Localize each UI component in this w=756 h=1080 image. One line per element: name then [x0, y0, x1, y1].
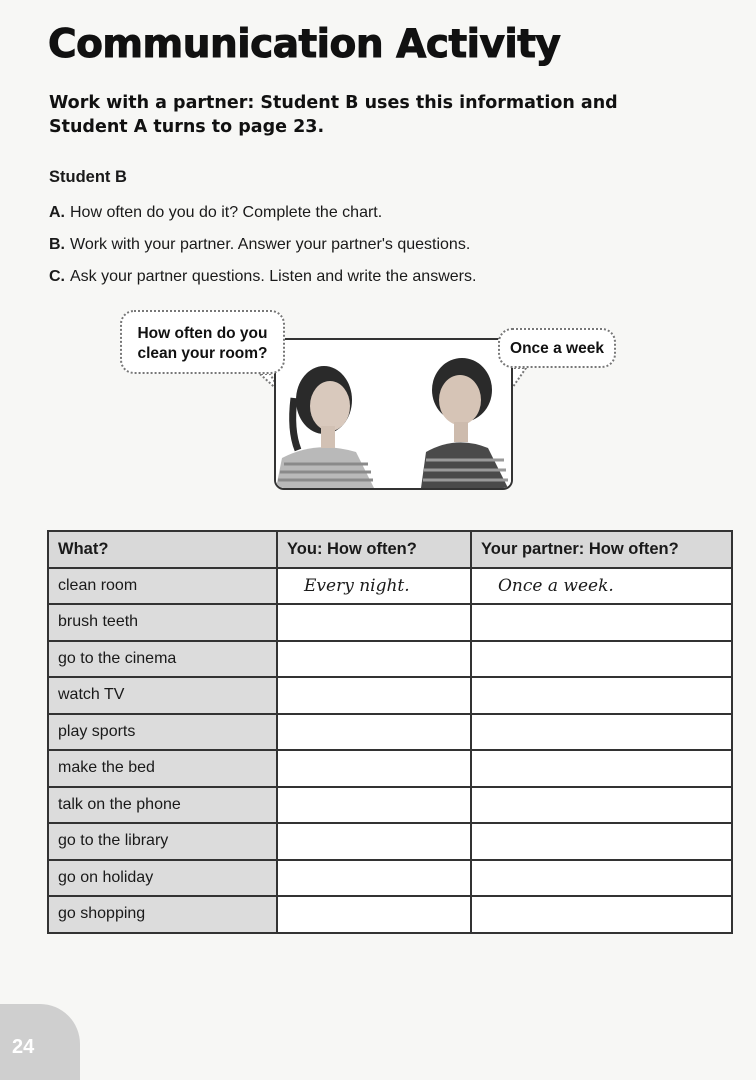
step-text: Work with your partner. Answer your partner's questions.	[70, 236, 471, 253]
page-title: Communication Activity	[48, 22, 561, 67]
partner-answer-cell[interactable]	[471, 641, 732, 678]
you-answer-cell[interactable]	[277, 641, 471, 678]
partner-answer-cell[interactable]: Once a week.	[471, 568, 732, 605]
table-row	[48, 714, 732, 751]
activity-cell: clean room	[48, 568, 277, 605]
activity-cell: make the bed	[48, 750, 277, 787]
dialogue-illustration	[110, 302, 630, 492]
you-answer-cell[interactable]	[277, 604, 471, 641]
you-answer-cell[interactable]	[277, 677, 471, 714]
page-number: 24	[12, 1036, 35, 1058]
you-answer-cell[interactable]	[277, 896, 471, 933]
you-answer-cell[interactable]	[277, 714, 471, 751]
table-row	[48, 641, 732, 678]
section-label: Student B	[49, 168, 127, 186]
table-row	[48, 677, 732, 714]
activity-cell: go to the library	[48, 823, 277, 860]
frequency-chart	[47, 530, 733, 934]
step-letter: B.	[49, 236, 65, 253]
partner-answer-cell[interactable]	[471, 896, 732, 933]
step-b	[49, 236, 689, 268]
partner-answer-cell[interactable]	[471, 860, 732, 897]
activity-cell: go on holiday	[48, 860, 277, 897]
partner-answer-cell[interactable]	[471, 604, 732, 641]
table-row	[48, 823, 732, 860]
header-what: What?	[48, 531, 277, 568]
you-answer-cell[interactable]	[277, 860, 471, 897]
table-row	[48, 750, 732, 787]
step-letter: C.	[49, 268, 65, 285]
partner-answer-cell[interactable]	[471, 750, 732, 787]
activity-cell: go shopping	[48, 896, 277, 933]
step-a	[49, 204, 689, 236]
table-row	[48, 568, 732, 605]
you-answer-cell[interactable]	[277, 787, 471, 824]
you-answer-cell[interactable]	[277, 823, 471, 860]
steps-list	[49, 204, 689, 300]
you-answer-cell[interactable]: Every night.	[277, 568, 471, 605]
table-row	[48, 860, 732, 897]
speech-bubble-question: How often do you clean your room?	[120, 310, 285, 374]
step-letter: A.	[49, 204, 65, 221]
activity-cell: talk on the phone	[48, 787, 277, 824]
you-answer-cell[interactable]	[277, 750, 471, 787]
children-photo	[276, 340, 511, 488]
activity-cell: play sports	[48, 714, 277, 751]
table-row	[48, 604, 732, 641]
partner-answer-cell[interactable]	[471, 714, 732, 751]
step-c	[49, 268, 689, 300]
table-header-row	[48, 531, 732, 568]
step-text: Ask your partner questions. Listen and write the answers.	[70, 268, 477, 285]
activity-cell: go to the cinema	[48, 641, 277, 678]
partner-answer-cell[interactable]	[471, 677, 732, 714]
speech-bubble-answer: Once a week	[498, 328, 616, 368]
partner-answer-cell[interactable]	[471, 787, 732, 824]
instruction-text: Work with a partner: Student B uses this information and Student A turns to page 23.	[49, 93, 618, 137]
activity-cell: watch TV	[48, 677, 277, 714]
header-partner: Your partner: How often?	[471, 531, 732, 568]
step-text: How often do you do it? Complete the chart.	[70, 204, 383, 221]
table-row	[48, 896, 732, 933]
table-row	[48, 787, 732, 824]
photo-frame	[274, 338, 513, 490]
activity-cell: brush teeth	[48, 604, 277, 641]
header-you: You: How often?	[277, 531, 471, 568]
partner-answer-cell[interactable]	[471, 823, 732, 860]
